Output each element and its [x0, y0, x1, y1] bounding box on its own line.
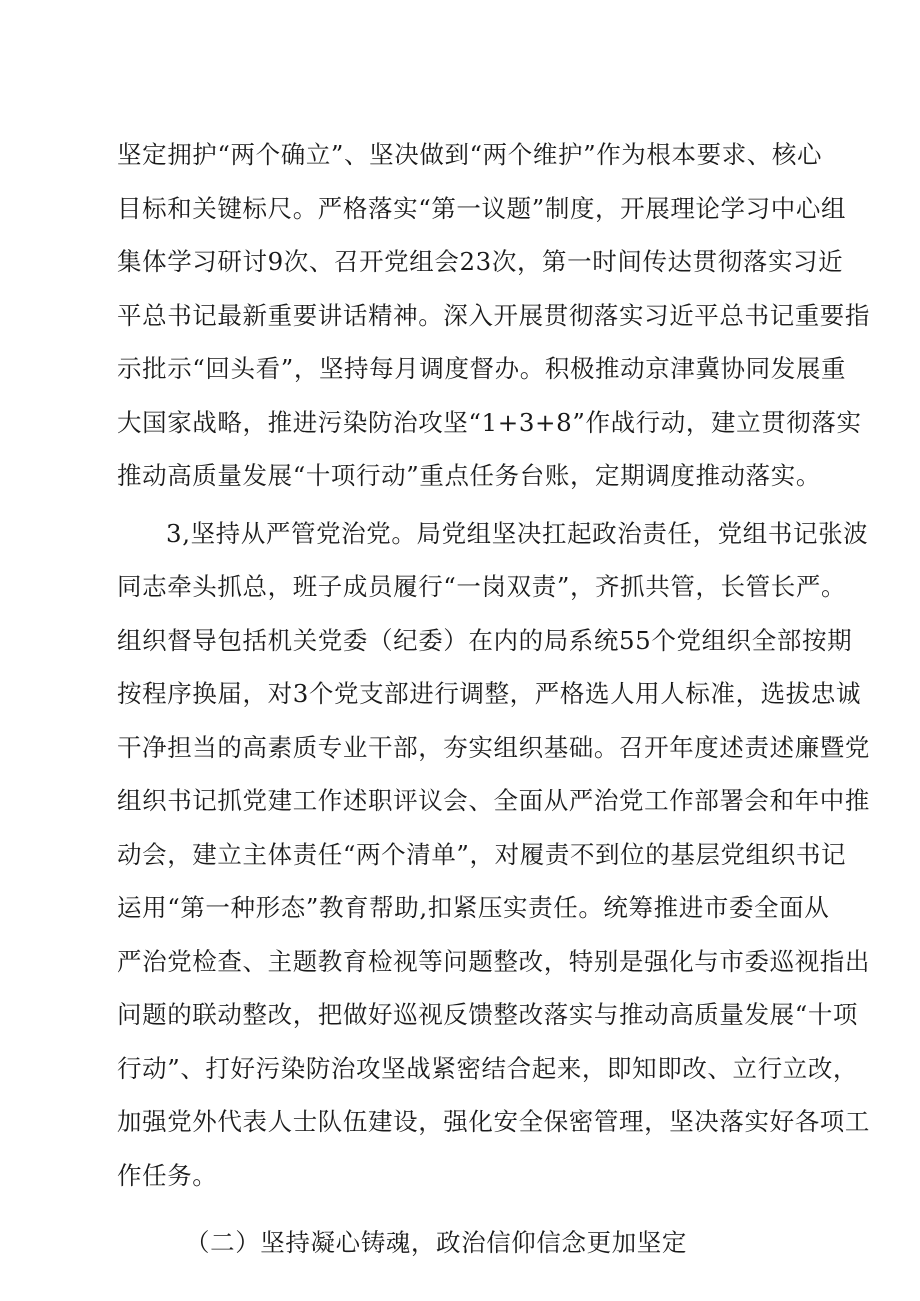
text-line: 集体学习研讨9次、召开党组会23次，第一时间传达贯彻落实习近 [117, 247, 844, 276]
text-line: 严治党检查、主题教育检视等问题整改，特别是强化与市委巡视指出 [117, 946, 870, 976]
text-line: 加强党外代表人士队伍建设，强化安全保密管理，坚决落实好各项工 [117, 1107, 870, 1136]
paragraph-1 [117, 128, 870, 503]
text-line: 组织督导包括机关党委（纪委）在内的局系统55个党组织全部按期 [117, 625, 853, 655]
text-line: 目标和关键标尺。严格落实“第一议题”制度，开展理论学习中心组 [117, 193, 847, 223]
text-line: 运用“第一种形态”教育帮助,扣紧压实责任。统筹推进市委全面从 [117, 893, 830, 922]
text-line: 动会，建立主体责任“两个清单”，对履责不到位的基层党组织书记 [117, 839, 847, 869]
paragraph-2 [117, 507, 870, 1203]
text-line: 干净担当的高素质专业干部，夯实组织基础。召开年度述责述廉暨党 [117, 732, 870, 762]
text-line: 推动高质量发展“十项行动”重点任务台账，定期调度推动落实。 [117, 461, 821, 490]
text-line: 作任务。 [117, 1160, 218, 1190]
text-line: 组织书记抓党建工作述职评议会、全面从严治党工作部署会和年中推 [117, 786, 870, 815]
text-line: 问题的联动整改，把做好巡视反馈整改落实与推动高质量发展“十项 [117, 1000, 859, 1029]
text-line: 行动”、打好污染防治攻坚战紧密结合起来，即知即改、立行立改， [117, 1053, 859, 1083]
text-line: 示批示“回头看”，坚持每月调度督办。积极推动京津冀协同发展重 [117, 354, 847, 383]
section-heading: （二）坚持凝心铸魂，政治信仰信念更加坚定 [185, 1228, 687, 1257]
text-line: 3,坚持从严管党治党。局党组坚决扛起政治责任，党组书记张波 [166, 518, 869, 548]
text-line: 坚定拥护“两个确立”、坚决做到“两个维护”作为根本要求、核心 [117, 140, 823, 169]
text-line: 同志牵头抓总，班子成员履行“一岗双责”，齐抓共管，长管长严。 [117, 572, 847, 601]
text-line: 按程序换届，对3个党支部进行调整，严格选人用人标准，选拔忠诚 [117, 679, 862, 708]
document-body [117, 128, 870, 1270]
text-line: 大国家战略，推进污染防治攻坚“1+3+8”作战行动，建立贯彻落实 [117, 407, 862, 437]
text-line: 平总书记最新重要讲话精神。深入开展贯彻落实习近平总书记重要指 [117, 300, 870, 330]
